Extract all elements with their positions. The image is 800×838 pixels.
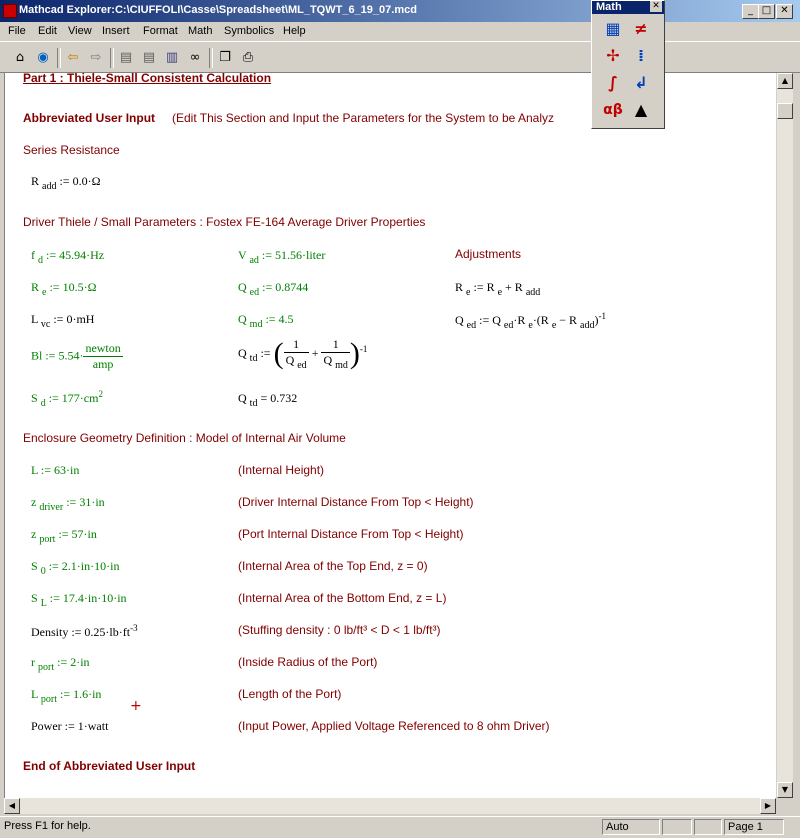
globe-icon[interactable]: ◉ — [37, 50, 49, 65]
zport-expr[interactable]: z $_{port}$ := 57·in — [31, 527, 97, 545]
menu-view[interactable]: View — [68, 25, 92, 37]
fd-expr[interactable]: f $_d$ := 45.94·Hz — [31, 248, 105, 266]
window-title: Mathcad Explorer:C:\CIUFFOLI\Casse\Spreadsheet\ML_TQWT_6_19_07.mcd — [19, 4, 417, 16]
insertion-crosshair-icon: + — [130, 698, 142, 714]
abbrev-input-title: Abbreviated User Input — [23, 111, 156, 125]
title-bar[interactable] — [0, 0, 800, 22]
matrix-icon[interactable]: ⁞ — [637, 46, 645, 65]
vad-expr[interactable]: V $_{ad}$ := 51.56·liter — [238, 248, 326, 266]
sL-expr[interactable]: S $_L$ := 17.4·in·10·in — [31, 591, 127, 609]
qmd-expr[interactable]: Q $_{md}$ := 4.5 — [238, 312, 294, 330]
horizontal-scrollbar[interactable] — [4, 798, 776, 814]
scroll-up-button[interactable]: ▲ — [777, 73, 793, 89]
evaluation-icon[interactable]: ↲ — [634, 73, 648, 92]
rport-expr[interactable]: r $_{port}$ := 2·in — [31, 655, 90, 673]
scroll-thumb[interactable] — [777, 103, 793, 119]
copy-icon[interactable]: ❐ — [219, 50, 231, 65]
app-icon[interactable] — [3, 4, 17, 18]
desc-stuffing-density: (Stuffing density : 0 lb/ft³ < D < 1 lb/ft³) — [238, 623, 441, 637]
toolbar-separator — [209, 48, 213, 68]
lport-expr[interactable]: L $_{port}$ := 1.6·in — [31, 687, 102, 705]
re-expr[interactable]: R $_e$ := 10.5·Ω — [31, 280, 97, 298]
sd-expr[interactable]: S $_d$ := $177\cdot cm^2$ — [31, 389, 103, 409]
menu-edit[interactable]: Edit — [38, 25, 57, 37]
bl-expr[interactable]: Bl := 5.54· $\frac{\text{newton}}{\text{amp}}$ — [31, 341, 121, 371]
qtd-def-expr[interactable]: Q $_{td}$ := ( $\frac{1}{Q _{ed}}$ + $\frac{1}{Q _{md}}$ )$^{-1}$ — [238, 337, 368, 371]
maximize-button[interactable]: □ — [758, 4, 775, 19]
qed-expr[interactable]: Q $_{ed}$ := 0.8744 — [238, 280, 309, 298]
re-adjust-expr[interactable]: R $_e$ := R $_e$ + R $_{add}$ — [455, 280, 541, 298]
qed-adjust-expr[interactable]: Q $_{ed}$ := Q $_{ed}$·R $_e$·(R $_e$ − R $_{add}$)$^{-1}$ — [455, 311, 606, 331]
scroll-left-button[interactable]: ◀ — [4, 798, 20, 814]
qtd-value-expr[interactable]: Q $_{td}$ = 0.732 — [238, 391, 298, 409]
status-page: Page 1 — [724, 819, 784, 835]
close-button[interactable]: ✕ — [776, 4, 793, 19]
desc-input-power: (Input Power, Applied Voltage Referenced to 8 ohm Driver) — [238, 719, 550, 733]
desc-port-distance: (Port Internal Distance From Top < Height) — [238, 527, 464, 541]
calculator-icon[interactable]: ▦ — [605, 19, 621, 38]
scroll-right-button[interactable]: ▶ — [760, 798, 776, 814]
find-binoculars-icon[interactable]: ∞ — [189, 50, 201, 65]
bookmark-icon[interactable]: ▥ — [165, 50, 179, 65]
desc-top-area: (Internal Area of the Top End, z = 0) — [238, 559, 428, 573]
boolean-icon[interactable]: ≠ — [634, 19, 648, 38]
desc-driver-distance: (Driver Internal Distance From Top < Height) — [238, 495, 474, 509]
menu-insert[interactable]: Insert — [102, 25, 130, 37]
adjustments-label: Adjustments — [455, 247, 522, 261]
home-icon[interactable]: ⌂ — [15, 50, 25, 65]
desc-port-radius: (Inside Radius of the Port) — [238, 655, 378, 669]
math-palette[interactable] — [591, 0, 665, 129]
enclosure-heading: Enclosure Geometry Definition : Model of Internal Air Volume — [23, 431, 346, 445]
desc-port-length: (Length of the Port) — [238, 687, 342, 701]
status-bar — [0, 816, 800, 838]
toolbar-separator — [110, 48, 114, 68]
toolbar — [0, 41, 800, 73]
desc-internal-height: (Internal Height) — [238, 463, 325, 477]
menu-bar — [0, 22, 800, 41]
power-expr[interactable]: Power := 1·watt — [31, 719, 109, 733]
status-help-text: Press F1 for help. — [4, 820, 91, 832]
menu-format[interactable]: Format — [143, 25, 178, 37]
forward-arrow-icon[interactable]: ⇨ — [90, 50, 102, 65]
radd-expr[interactable]: R $_{add}$ := 0.0·Ω — [31, 174, 101, 192]
abbrev-input-note: (Edit This Section and Input the Parameters for the System to be Analyz — [172, 111, 554, 125]
palette-title: Math — [592, 1, 664, 14]
programming-icon[interactable]: ▲ — [634, 100, 648, 119]
minimize-button[interactable]: _ — [742, 4, 759, 19]
part-heading: Part 1 : Thiele-Small Consistent Calculation — [23, 73, 272, 85]
driver-heading: Driver Thiele / Small Parameters : Fostex FE-164 Average Driver Properties — [23, 215, 426, 229]
greek-icon[interactable]: αβ — [603, 102, 623, 118]
zdriver-expr[interactable]: z $_{driver}$ := 31·in — [31, 495, 105, 513]
calculus-icon[interactable]: ∫ — [608, 73, 618, 92]
status-panel-empty — [694, 819, 722, 835]
next-page-icon[interactable]: ▤ — [142, 50, 156, 65]
desc-bottom-area: (Internal Area of the Bottom End, z = L) — [238, 591, 447, 605]
status-panel-empty — [662, 819, 692, 835]
scroll-down-button[interactable]: ▼ — [777, 782, 793, 798]
menu-help[interactable]: Help — [283, 25, 306, 37]
series-resistance-label: Series Resistance — [23, 143, 120, 157]
menu-symbolics[interactable]: Symbolics — [224, 25, 275, 37]
lvc-expr[interactable]: L $_{vc}$ := 0·mH — [31, 312, 95, 330]
menu-file[interactable]: File — [8, 25, 26, 37]
back-arrow-icon[interactable]: ⇦ — [67, 50, 79, 65]
s0-expr[interactable]: S $_0$ := 2.1·in·10·in — [31, 559, 120, 577]
menu-math[interactable]: Math — [188, 25, 213, 37]
palette-close-button[interactable]: ✕ — [650, 1, 662, 12]
vertical-scrollbar[interactable] — [776, 73, 793, 798]
worksheet[interactable] — [4, 73, 777, 798]
L-expr[interactable]: L := 63·in — [31, 463, 80, 477]
end-of-input-label: End of Abbreviated User Input — [23, 759, 196, 773]
graph-icon[interactable]: ✢ — [606, 46, 620, 65]
print-icon[interactable]: ⎙ — [242, 50, 254, 65]
toolbar-separator — [57, 48, 61, 68]
status-mode: Auto — [602, 819, 660, 835]
previous-page-icon[interactable]: ▤ — [119, 50, 133, 65]
density-expr[interactable]: Density := $0.25\cdot lb\cdot ft^{-3}$ — [31, 623, 138, 639]
